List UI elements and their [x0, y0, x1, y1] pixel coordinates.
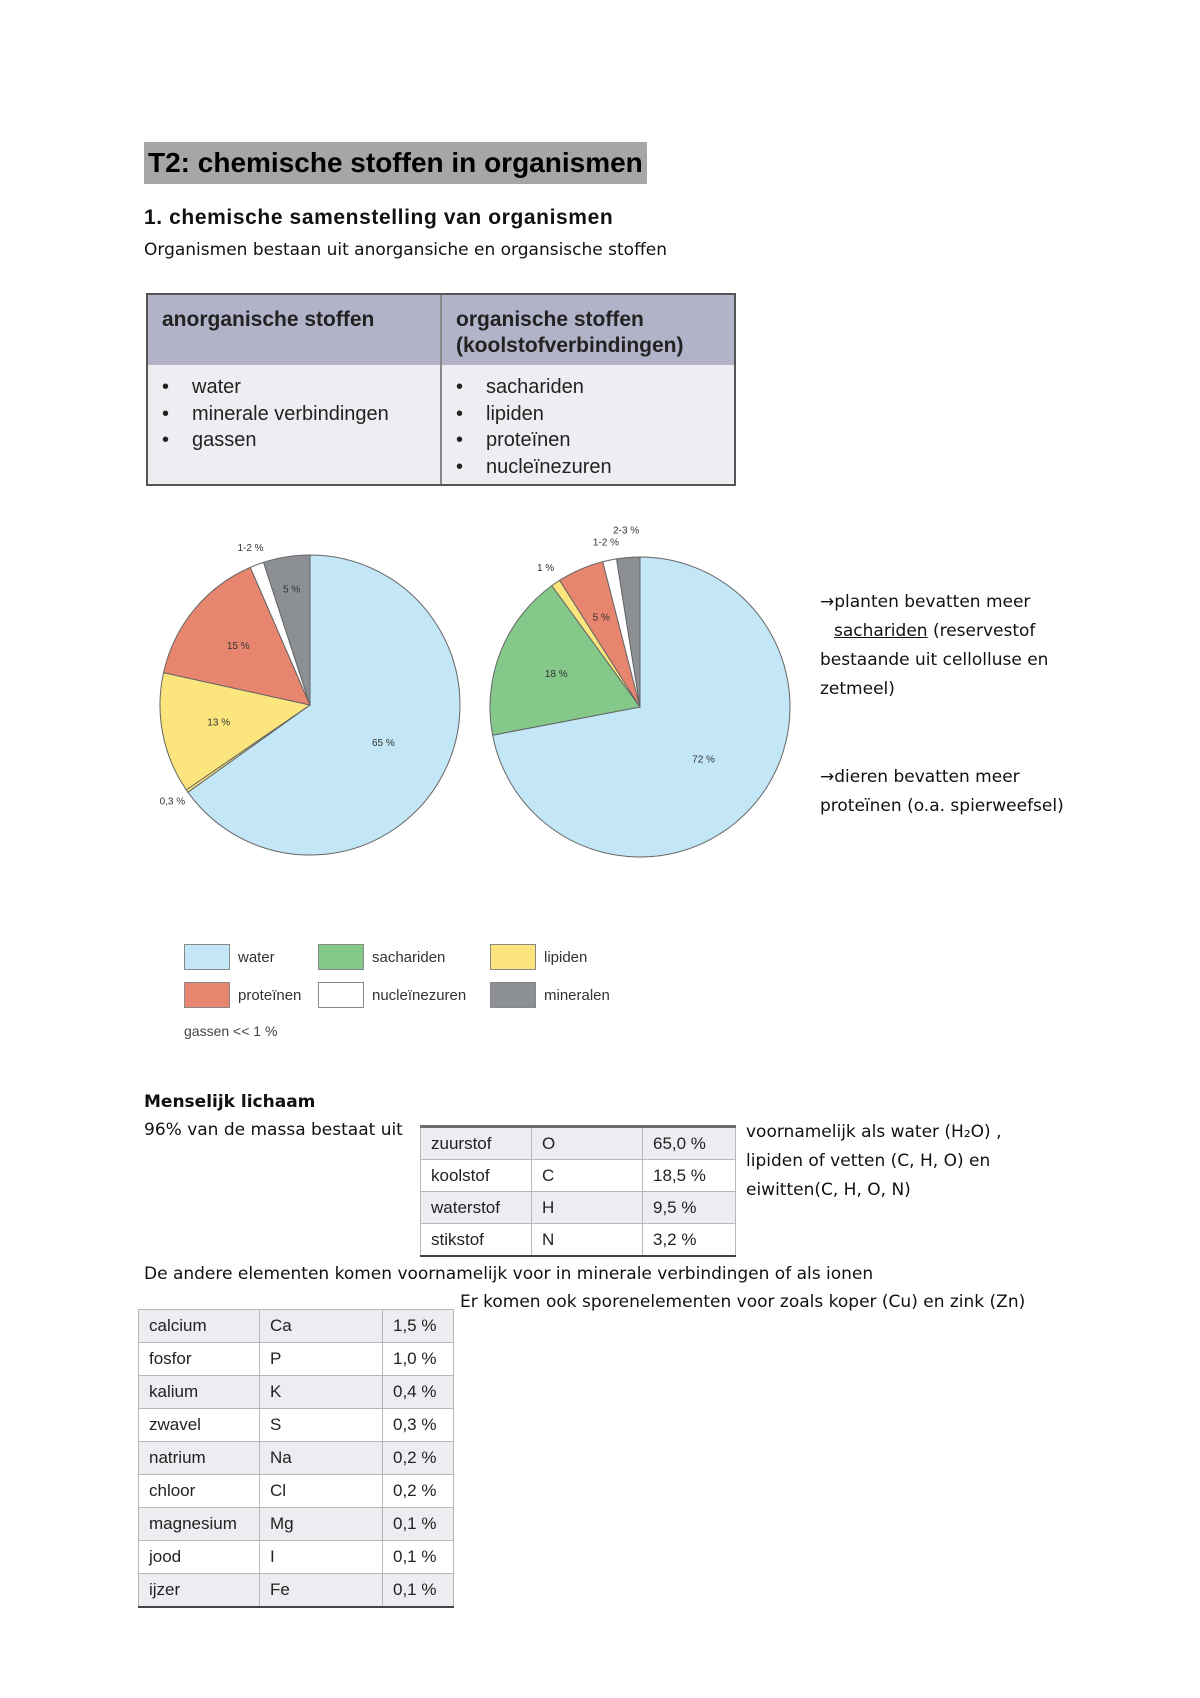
anorganic-list-cell	[148, 365, 440, 484]
element-name: ijzer	[139, 1574, 260, 1608]
element-percent: 0,4 %	[383, 1376, 454, 1409]
legend-label: water	[238, 948, 275, 966]
list-item: • gassen	[162, 427, 430, 454]
element-name: stikstof	[421, 1224, 532, 1257]
element-name: koolstof	[421, 1160, 532, 1192]
anorganic-header: anorganische stoffen	[148, 295, 440, 365]
legend-label: sachariden	[372, 948, 446, 966]
note-plants-text: planten bevatten meer	[834, 592, 1031, 612]
table-row	[139, 1541, 454, 1574]
list-item: • proteïnen	[456, 427, 724, 454]
pie-label: 65 %	[371, 737, 395, 749]
pie-label: 0,3 %	[159, 796, 186, 808]
element-percent: 18,5 %	[643, 1160, 736, 1192]
legend-item-sachariden	[318, 944, 445, 970]
table-row	[421, 1224, 736, 1257]
pie-label: 1-2 %	[237, 542, 264, 554]
table-row	[421, 1127, 736, 1160]
trace-elements-text: Er komen ook sporenelementen voor zoals koper (Cu) en zink (Zn)	[460, 1292, 1026, 1312]
pie-mens	[160, 543, 460, 855]
classification-table	[146, 293, 736, 486]
desc-line: voornamelijk als water (H₂O) ,	[746, 1122, 1002, 1142]
element-percent: 0,1 %	[383, 1574, 454, 1608]
table-row	[139, 1508, 454, 1541]
legend-note: gassen << 1 %	[184, 1023, 278, 1039]
section-heading: 1. chemische samenstelling van organismen	[144, 206, 614, 229]
note-plants-rest: (reservestof bestaande uit cellolluse en zetmeel)	[820, 621, 1049, 699]
minor-elements-table	[138, 1309, 454, 1608]
organic-list	[456, 374, 724, 480]
organic-header-line2: (koolstofverbindingen)	[456, 334, 684, 357]
legend-swatch	[490, 944, 536, 970]
element-percent: 1,0 %	[383, 1343, 454, 1376]
legend-item-nucleinezuren	[318, 982, 466, 1008]
table-row	[139, 1409, 454, 1442]
element-symbol: Ca	[260, 1310, 383, 1343]
pie-label: 18 %	[544, 668, 568, 680]
element-name: fosfor	[139, 1343, 260, 1376]
legend-swatch	[184, 944, 230, 970]
pie-charts	[140, 525, 800, 915]
composition-description	[746, 1118, 1001, 1205]
pie-label: 5 %	[283, 584, 301, 596]
organic-list-cell	[440, 365, 734, 484]
intro-text: Organismen bestaan uit anorgansiche en organsische stoffen	[144, 240, 668, 260]
pie-label: 5 %	[592, 612, 610, 624]
main-elements-table	[420, 1125, 736, 1257]
desc-line: lipiden of vetten (C, H, O) en	[746, 1151, 991, 1171]
element-name: zwavel	[139, 1409, 260, 1442]
element-symbol: S	[260, 1409, 383, 1442]
page-title: T2: chemische stoffen in organismen	[144, 142, 647, 184]
pie-zaadplant	[490, 526, 790, 857]
note-animals	[820, 763, 1070, 821]
pie-label: 1 %	[536, 563, 555, 575]
table-row	[139, 1475, 454, 1508]
other-elements-text: De andere elementen komen voornamelijk voor in minerale verbindingen of als ionen	[144, 1264, 874, 1284]
element-percent: 0,2 %	[383, 1442, 454, 1475]
list-item: • lipiden	[456, 401, 724, 428]
organic-header	[440, 295, 734, 365]
note-plants	[820, 588, 1070, 704]
pie-label: 1-2 %	[592, 537, 619, 549]
desc-line: eiwitten(C, H, O, N)	[746, 1180, 911, 1200]
anorganic-list	[162, 374, 430, 454]
element-symbol: Fe	[260, 1574, 383, 1608]
legend-swatch	[318, 982, 364, 1008]
element-percent: 9,5 %	[643, 1192, 736, 1224]
element-percent: 0,1 %	[383, 1508, 454, 1541]
element-name: jood	[139, 1541, 260, 1574]
legend-label: nucleïnezuren	[372, 986, 467, 1004]
element-symbol: N	[532, 1224, 643, 1257]
arrow-icon: →	[820, 592, 835, 612]
element-symbol: H	[532, 1192, 643, 1224]
element-symbol: C	[532, 1160, 643, 1192]
element-symbol: K	[260, 1376, 383, 1409]
element-percent: 3,2 %	[643, 1224, 736, 1257]
table-row	[421, 1192, 736, 1224]
element-percent: 0,3 %	[383, 1409, 454, 1442]
pie-label: 13 %	[207, 717, 231, 729]
list-item: • sachariden	[456, 374, 724, 401]
legend-label: lipiden	[544, 948, 588, 966]
table-row	[139, 1574, 454, 1608]
mass-text: 96% van de massa bestaat uit	[144, 1120, 403, 1140]
list-item: • nucleïnezuren	[456, 454, 724, 481]
note-plants-underlined: sachariden	[834, 621, 928, 641]
element-percent: 0,1 %	[383, 1541, 454, 1574]
pie-label: 15 %	[226, 640, 250, 652]
legend-swatch	[318, 944, 364, 970]
table-row	[139, 1343, 454, 1376]
legend-item-water	[184, 944, 275, 970]
element-percent: 1,5 %	[383, 1310, 454, 1343]
element-name: waterstof	[421, 1192, 532, 1224]
legend-item-mineralen	[490, 982, 610, 1008]
element-symbol: P	[260, 1343, 383, 1376]
list-item: • water	[162, 374, 430, 401]
element-name: chloor	[139, 1475, 260, 1508]
element-name: calcium	[139, 1310, 260, 1343]
element-name: magnesium	[139, 1508, 260, 1541]
element-symbol: I	[260, 1541, 383, 1574]
element-symbol: Cl	[260, 1475, 383, 1508]
list-item: • minerale verbindingen	[162, 401, 430, 428]
element-name: zuurstof	[421, 1127, 532, 1160]
table-row	[421, 1160, 736, 1192]
element-symbol: Mg	[260, 1508, 383, 1541]
table-row	[139, 1376, 454, 1409]
human-heading: Menselijk lichaam	[144, 1092, 316, 1112]
element-name: natrium	[139, 1442, 260, 1475]
table-row	[139, 1310, 454, 1343]
pie-label: 2-3 %	[613, 525, 640, 537]
element-name: kalium	[139, 1376, 260, 1409]
note-animals-text: dieren bevatten meer proteïnen (o.a. spierweefsel)	[820, 767, 1064, 816]
legend-item-proteinen	[184, 982, 301, 1008]
table-row	[139, 1442, 454, 1475]
organic-header-line1: organische stoffen	[456, 308, 644, 331]
legend-label: mineralen	[544, 986, 610, 1004]
element-percent: 0,2 %	[383, 1475, 454, 1508]
element-percent: 65,0 %	[643, 1127, 736, 1160]
pie-label: 72 %	[692, 754, 715, 766]
element-symbol: Na	[260, 1442, 383, 1475]
legend-item-lipiden	[490, 944, 587, 970]
legend-label: proteïnen	[238, 986, 302, 1004]
legend-swatch	[490, 982, 536, 1008]
element-symbol: O	[532, 1127, 643, 1160]
legend-swatch	[184, 982, 230, 1008]
arrow-icon: →	[820, 767, 835, 787]
